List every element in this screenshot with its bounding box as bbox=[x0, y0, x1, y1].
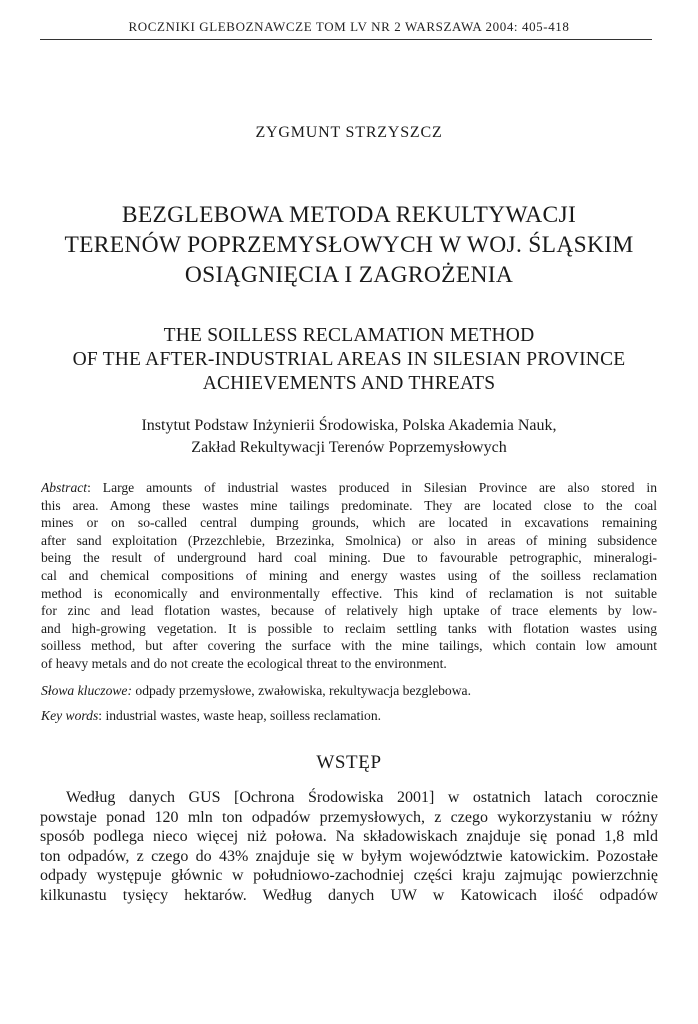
title-polish bbox=[20, 200, 678, 290]
title-polish-line: OSIĄGNIĘCIA I ZAGROŻENIA bbox=[184, 262, 514, 288]
keywords-polish bbox=[41, 682, 657, 700]
abstract-line: this area. Among these wastes mine tailings predominate. They are located close to the coal bbox=[41, 497, 657, 513]
keywords-english-text: : industrial wastes, waste heap, soilless reclamation. bbox=[98, 708, 382, 723]
body-line: sposób podlega nieco więcej niż połowa. Na składowiskach znajduje się ponad 1,8 mld bbox=[40, 828, 658, 846]
body-line: ton odpadów, z czego do 43% znajduje się w byłym województwie katowickim. Pozostałe bbox=[40, 847, 658, 865]
title-english-line: ACHIEVEMENTS AND THREATS bbox=[202, 373, 496, 394]
keywords-polish-label: Słowa kluczowe: bbox=[41, 683, 132, 698]
keywords-polish-text: odpady przemysłowe, zwałowiska, rekultywacja bezglebowa. bbox=[132, 683, 471, 698]
running-head: ROCZNIKI GLEBOZNAWCZE TOM LV NR 2 WARSZAWA 2004: 405-418 bbox=[128, 19, 570, 34]
body-line: powstaje ponad 120 mln ton odpadów przemysłowych, z czego wykorzystaniu w różny bbox=[40, 808, 658, 826]
abstract-line: for zinc and lead flotation wastes, because of relatively high uptake of trace elements by low- bbox=[41, 603, 657, 619]
abstract-line: being the result of underground hard coal mining. Due to favourable petrographic, mineralogi- bbox=[41, 550, 657, 566]
abstract-line: of heavy metals and do not create the ecological threat to the environment. bbox=[41, 655, 447, 671]
title-english-line: OF THE AFTER-INDUSTRIAL AREAS IN SILESIAN PROVINCE bbox=[72, 349, 626, 370]
keywords-english bbox=[41, 707, 657, 725]
abstract bbox=[41, 479, 657, 673]
affiliation bbox=[20, 415, 678, 459]
title-polish-line: TERENÓW POPRZEMYSŁOWYCH W WOJ. ŚLĄSKIM bbox=[64, 232, 634, 258]
affiliation-line: Instytut Podstaw Inżynierii Środowiska, Polska Akademia Nauk, bbox=[141, 417, 557, 434]
section-heading: WSTĘP bbox=[316, 752, 382, 773]
affiliation-line: Zakład Rekultywacji Terenów Poprzemysłowych bbox=[191, 439, 507, 456]
body-line: odpady występuje głównic w południowo-zachodniej części kraju zajmując powierzchnię bbox=[40, 867, 658, 885]
abstract-line: and high-growing vegetation. It is possible to reclaim settling tanks with flotation wastes using bbox=[41, 620, 657, 636]
abstract-line: mines or on so-called central dumping grounds, which are located in excavations remaining bbox=[41, 515, 657, 531]
title-english-line: THE SOILLESS RECLAMATION METHOD bbox=[163, 325, 535, 346]
abstract-line: method is economically and environmentally effective. This kind of reclamation is not suitable bbox=[41, 585, 657, 601]
body-line: kilkunastu tysięcy hektarów. Według danych UW w Katowicach ilość odpadów bbox=[40, 886, 658, 904]
body-paragraph bbox=[40, 788, 658, 906]
abstract-label: Abstract bbox=[41, 480, 88, 495]
header-rule bbox=[40, 39, 652, 40]
abstract-line: Abstract: Large amounts of industrial wastes produced in Silesian Province are also stored in bbox=[41, 480, 657, 495]
abstract-line: after sand exploitation (Przezchlebie, Brzezinka, Smolnica) or also in areas of mining subsidence bbox=[41, 532, 657, 548]
keywords-english-label: Key words bbox=[41, 708, 99, 723]
abstract-line: cal and chemical compositions of mining and energy wastes using of the soilless reclamation bbox=[41, 567, 657, 583]
author-name: ZYGMUNT STRZYSZCZ bbox=[255, 124, 443, 141]
body-line: Według danych GUS [Ochrona Środowiska 2001] w ostatnich latach corocznie bbox=[66, 789, 658, 806]
abstract-line: soilless method, but after covering the surface with the mine tailings, which contain low amount bbox=[41, 638, 657, 654]
title-english bbox=[20, 324, 678, 396]
title-polish-line: BEZGLEBOWA METODA REKULTYWACJI bbox=[121, 202, 577, 228]
